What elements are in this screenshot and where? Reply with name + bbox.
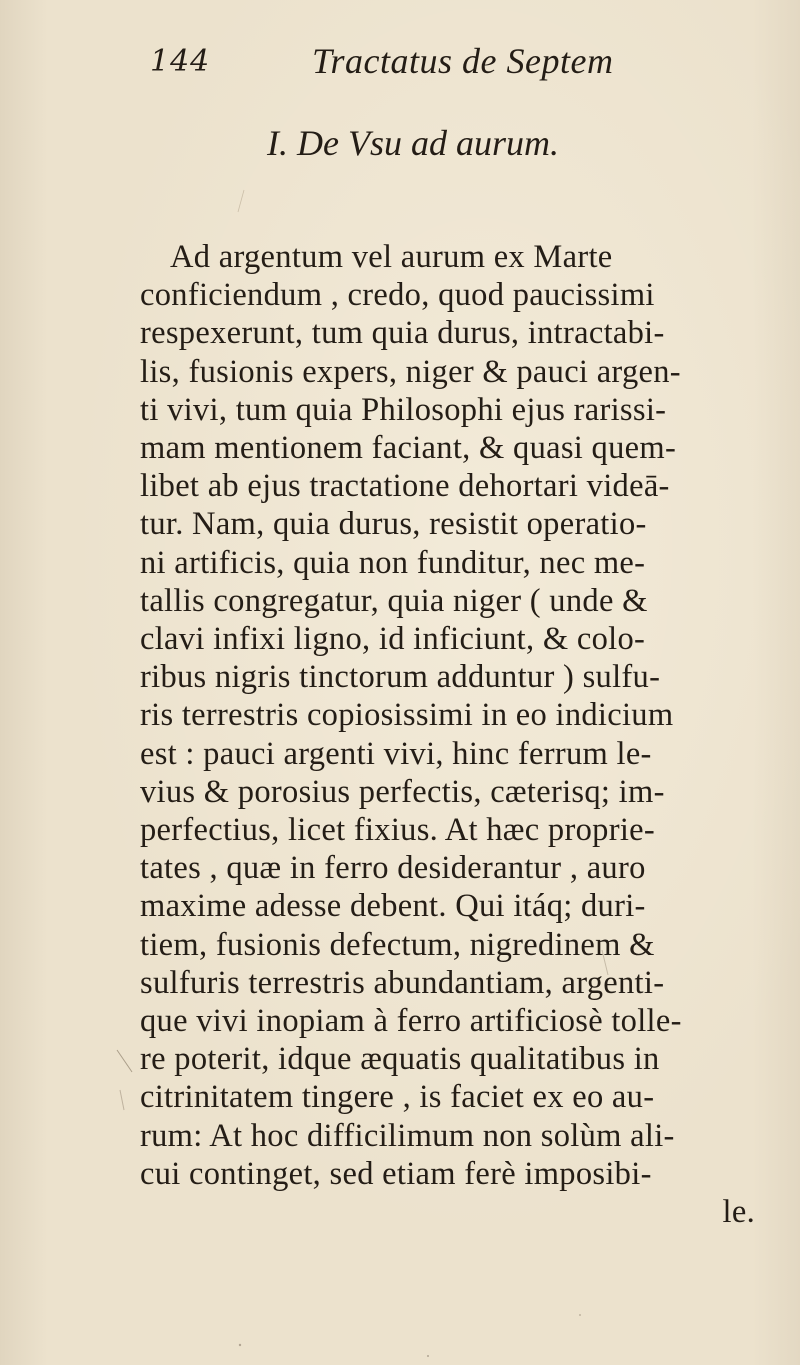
text-line: est : pauci argenti vivi, hinc ferrum le- <box>140 735 652 772</box>
text-line: clavi infixi ligno, id inficiunt, & colo- <box>140 621 646 658</box>
page-number: 144 <box>150 44 211 79</box>
text-line: mam mentionem faciant, & quasi quem- <box>140 430 677 467</box>
text-line: conficiendum , credo, quod paucissimi <box>140 277 655 314</box>
text-line: sulfuris terrestris abundantiam, argenti- <box>140 964 665 1001</box>
text-line: libet ab ejus tractatione dehortari videā- <box>140 468 670 505</box>
text-line: lis, fusionis expers, niger & pauci argen- <box>140 353 681 390</box>
body-text <box>140 238 765 1231</box>
text-line: maxime adesse debent. Qui itáq; duri- <box>140 888 646 925</box>
text-line: tallis congregatur, quia niger ( unde & <box>140 582 648 619</box>
page-header <box>0 36 800 86</box>
text-line: re poterit, idque æquatis qualitatibus in <box>140 1041 660 1078</box>
text-line: ni artificis, quia non funditur, nec me- <box>140 544 646 581</box>
text-line: le. <box>722 1194 755 1231</box>
text-line: respexerunt, tum quia durus, intractabi- <box>140 315 665 352</box>
section-title: I. De Vsu ad aurum. <box>267 123 559 163</box>
text-line: citrinitatem tingere , is faciet ex eo au- <box>140 1079 655 1116</box>
text-line: vius & porosius perfectis, cæterisq; im- <box>140 773 665 810</box>
text-line: perfectius, licet fixius. At hæc proprie- <box>140 812 656 849</box>
text-line: ribus nigris tinctorum adduntur ) sulfu- <box>140 659 661 696</box>
text-line: Ad argentum vel aurum ex Marte <box>170 239 613 275</box>
text-line: ti vivi, tum quia Philosophi ejus rarissi- <box>140 391 667 428</box>
text-line: tates , quæ in ferro desiderantur , auro <box>140 850 646 887</box>
text-line: ris terrestris copiosissimi in eo indicium <box>140 697 674 734</box>
text-line: que vivi inopiam à ferro artificiosè tolle- <box>140 1003 682 1040</box>
text-line: rum: At hoc difficilimum non solùm ali- <box>140 1117 675 1154</box>
text-line: tiem, fusionis defectum, nigredinem & <box>140 926 655 963</box>
text-line: tur. Nam, quia durus, resistit operatio- <box>140 506 647 543</box>
text-line: cui continget, sed etiam ferè imposibi- <box>140 1155 652 1192</box>
running-head: Tractatus de Septem <box>312 41 614 81</box>
